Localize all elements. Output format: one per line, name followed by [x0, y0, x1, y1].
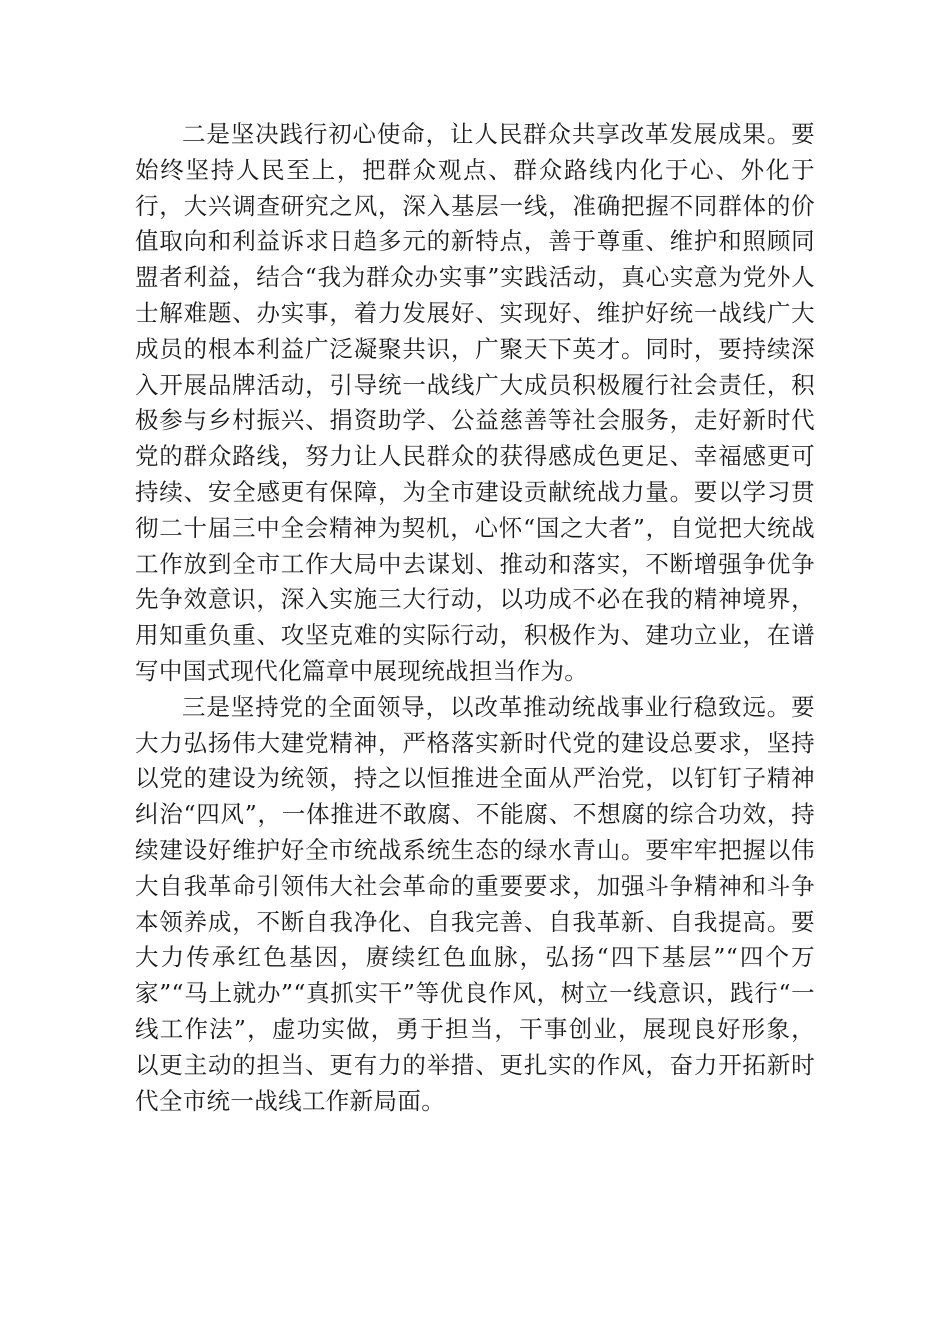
paragraph-3: 三是坚持党的全面领导，以改革推动统战事业行稳致远。要大力弘扬伟大建党精神，严格落实新时代党的建设总要求，坚持以党的建设为统领，持之以恒推进全面从严治党，以钉钉子精神纠治“四风”，一体推进不敢腐、不能腐、不想腐的综合功效，持续建设好维护好全市统战系统生态的绿水青山。要牢牢把握以伟大自我革命引领伟大社会革命的重要要求，加强斗争精神和斗争本领养成，不断自我净化、自我完善、自我革新、自我提高。要大力传承红色基因，赓续红色血脉，弘扬“四下基层”“四个万家”“马上就办”“真抓实干”等优良作风，树立一线意识，践行“一线工作法”，虚功实做，勇于担当，干事创业，展现良好形象，以更主动的担当、更有力的举措、更扎实的作风，奋力开拓新时代全市统一战线工作新局面。: [135, 692, 815, 1115]
document-page: [135, 117, 815, 1119]
paragraph-2: 二是坚决践行初心使命，让人民群众共享改革发展成果。要始终坚持人民至上，把群众观点、群众路线内化于心、外化于行，大兴调查研究之风，深入基层一线，准确把握不同群体的价值取向和利益诉求日趋多元的新特点，善于尊重、维护和照顾同盟者利益，结合“我为群众办实事”实践活动，真心实意为党外人士解难题、办实事，着力发展好、实现好、维护好统一战线广大成员的根本利益广泛凝聚共识，广聚天下英才。同时，要持续深入开展品牌活动，引导统一战线广大成员积极履行社会责任，积极参与乡村振兴、捐资助学、公益慈善等社会服务，走好新时代党的群众路线，努力让人民群众的获得感成色更足、幸福感更可持续、安全感更有保障，为全市建设贡献统战力量。要以学习贯彻二十届三中全会精神为契机，心怀“国之大者”，自觉把大统战工作放到全市工作大局中去谋划、推动和落实，不断增强争优争先争效意识，深入实施三大行动，以功成不必在我的精神境界，用知重负重、攻坚克难的实际行动，积极作为、建功立业，在谱写中国式现代化篇章中展现统战担当作为。: [135, 120, 815, 685]
